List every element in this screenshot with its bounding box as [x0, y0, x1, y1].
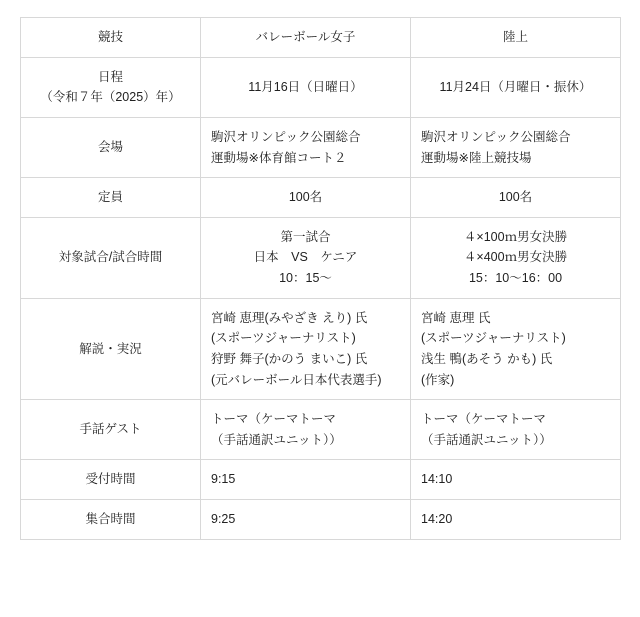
table-row	[21, 217, 621, 298]
cell-line: 15：10〜16：00	[468, 271, 563, 285]
table-row	[21, 18, 621, 58]
cell-line: （手話通訳ユニット））	[421, 432, 552, 447]
row-value-cell-athletics	[411, 500, 621, 540]
cell-line: 14:20	[421, 512, 453, 526]
row-label-line: （令和７年（2025）年）	[40, 90, 181, 105]
row-label-line: 会場	[97, 140, 123, 155]
cell-line: (スポーツジャーナリスト)	[211, 331, 356, 346]
row-value-cell-athletics	[411, 217, 621, 298]
row-label-cell	[21, 298, 201, 400]
row-value-cell-athletics	[411, 117, 621, 177]
row-label-line: 定員	[97, 190, 123, 205]
row-label-cell	[21, 18, 201, 58]
row-label-cell	[21, 217, 201, 298]
cell-line: 駒沢オリンピック公園総合	[211, 129, 361, 144]
cell-line: 11月24日（月曜日・振休）	[439, 79, 592, 94]
cell-line: トーマ（ケーマトーマ	[211, 412, 337, 427]
row-label-cell	[21, 117, 201, 177]
table-row	[21, 298, 621, 400]
row-label-cell	[21, 178, 201, 218]
cell-line: (スポーツジャーナリスト)	[421, 331, 566, 346]
row-value-cell-athletics	[411, 57, 621, 117]
cell-line: 9:25	[211, 512, 236, 526]
cell-line: トーマ（ケーマトーマ	[421, 412, 547, 427]
row-label-cell	[21, 500, 201, 540]
row-label-cell	[21, 400, 201, 460]
cell-line: 9:15	[211, 472, 236, 487]
row-label-line: 対象試合/試合時間	[58, 250, 163, 265]
row-label-cell	[21, 57, 201, 117]
cell-line: 11月16日（日曜日）	[248, 79, 363, 94]
cell-line: ４×100ｍ男女決勝	[463, 229, 568, 244]
cell-line: 日本 VS ケニア	[253, 250, 358, 265]
row-value-cell-athletics	[411, 298, 621, 400]
row-label-line: 手話ゲスト	[79, 422, 142, 437]
row-value-cell-athletics	[411, 18, 621, 58]
cell-line: 運動場※体育館コート２	[211, 150, 347, 165]
row-value-cell-volleyball	[201, 57, 411, 117]
row-value-cell-athletics	[411, 460, 621, 500]
cell-line: 浅生 鴨(あそう かも) 氏	[421, 351, 553, 366]
cell-line: 14:10	[421, 472, 453, 487]
row-label-cell	[21, 460, 201, 500]
table-row	[21, 460, 621, 500]
event-details-table	[20, 17, 621, 540]
event-table-container	[20, 17, 620, 540]
cell-line: 陸上	[502, 30, 528, 44]
table-row	[21, 57, 621, 117]
table-row	[21, 117, 621, 177]
cell-line: 第一試合	[280, 229, 331, 244]
row-value-cell-volleyball	[201, 117, 411, 177]
table-row	[21, 500, 621, 540]
cell-line: (作家)	[421, 372, 455, 387]
cell-line: 駒沢オリンピック公園総合	[421, 129, 571, 144]
cell-line: 100名	[498, 190, 533, 205]
cell-line: 10：15〜	[279, 271, 332, 285]
row-value-cell-athletics	[411, 178, 621, 218]
row-value-cell-volleyball	[201, 217, 411, 298]
cell-line: 運動場※陸上競技場	[421, 150, 532, 165]
row-value-cell-athletics	[411, 400, 621, 460]
table-row	[21, 178, 621, 218]
cell-line: 宮崎 恵理 氏	[421, 310, 491, 325]
row-label-line: 競技	[97, 30, 123, 44]
cell-line: ４×400ｍ男女決勝	[463, 250, 568, 265]
cell-line: (元バレーボール日本代表選手)	[211, 372, 382, 387]
cell-line: （手話通訳ユニット））	[211, 432, 342, 447]
row-value-cell-volleyball	[201, 500, 411, 540]
row-value-cell-volleyball	[201, 298, 411, 400]
row-label-line: 受付時間	[85, 472, 136, 487]
cell-line: バレーボール女子	[255, 30, 356, 44]
cell-line: 宮崎 恵理(みやざき えり) 氏	[211, 310, 368, 325]
row-value-cell-volleyball	[201, 460, 411, 500]
table-row	[21, 400, 621, 460]
row-value-cell-volleyball	[201, 178, 411, 218]
row-label-line: 解説・実況	[79, 341, 142, 356]
row-value-cell-volleyball	[201, 400, 411, 460]
row-value-cell-volleyball	[201, 18, 411, 58]
cell-line: 100名	[288, 190, 323, 205]
row-label-line: 日程	[97, 69, 123, 84]
cell-line: 狩野 舞子(かのう まいこ) 氏	[211, 351, 368, 366]
table-body	[21, 18, 621, 540]
row-label-line: 集合時間	[85, 512, 136, 526]
